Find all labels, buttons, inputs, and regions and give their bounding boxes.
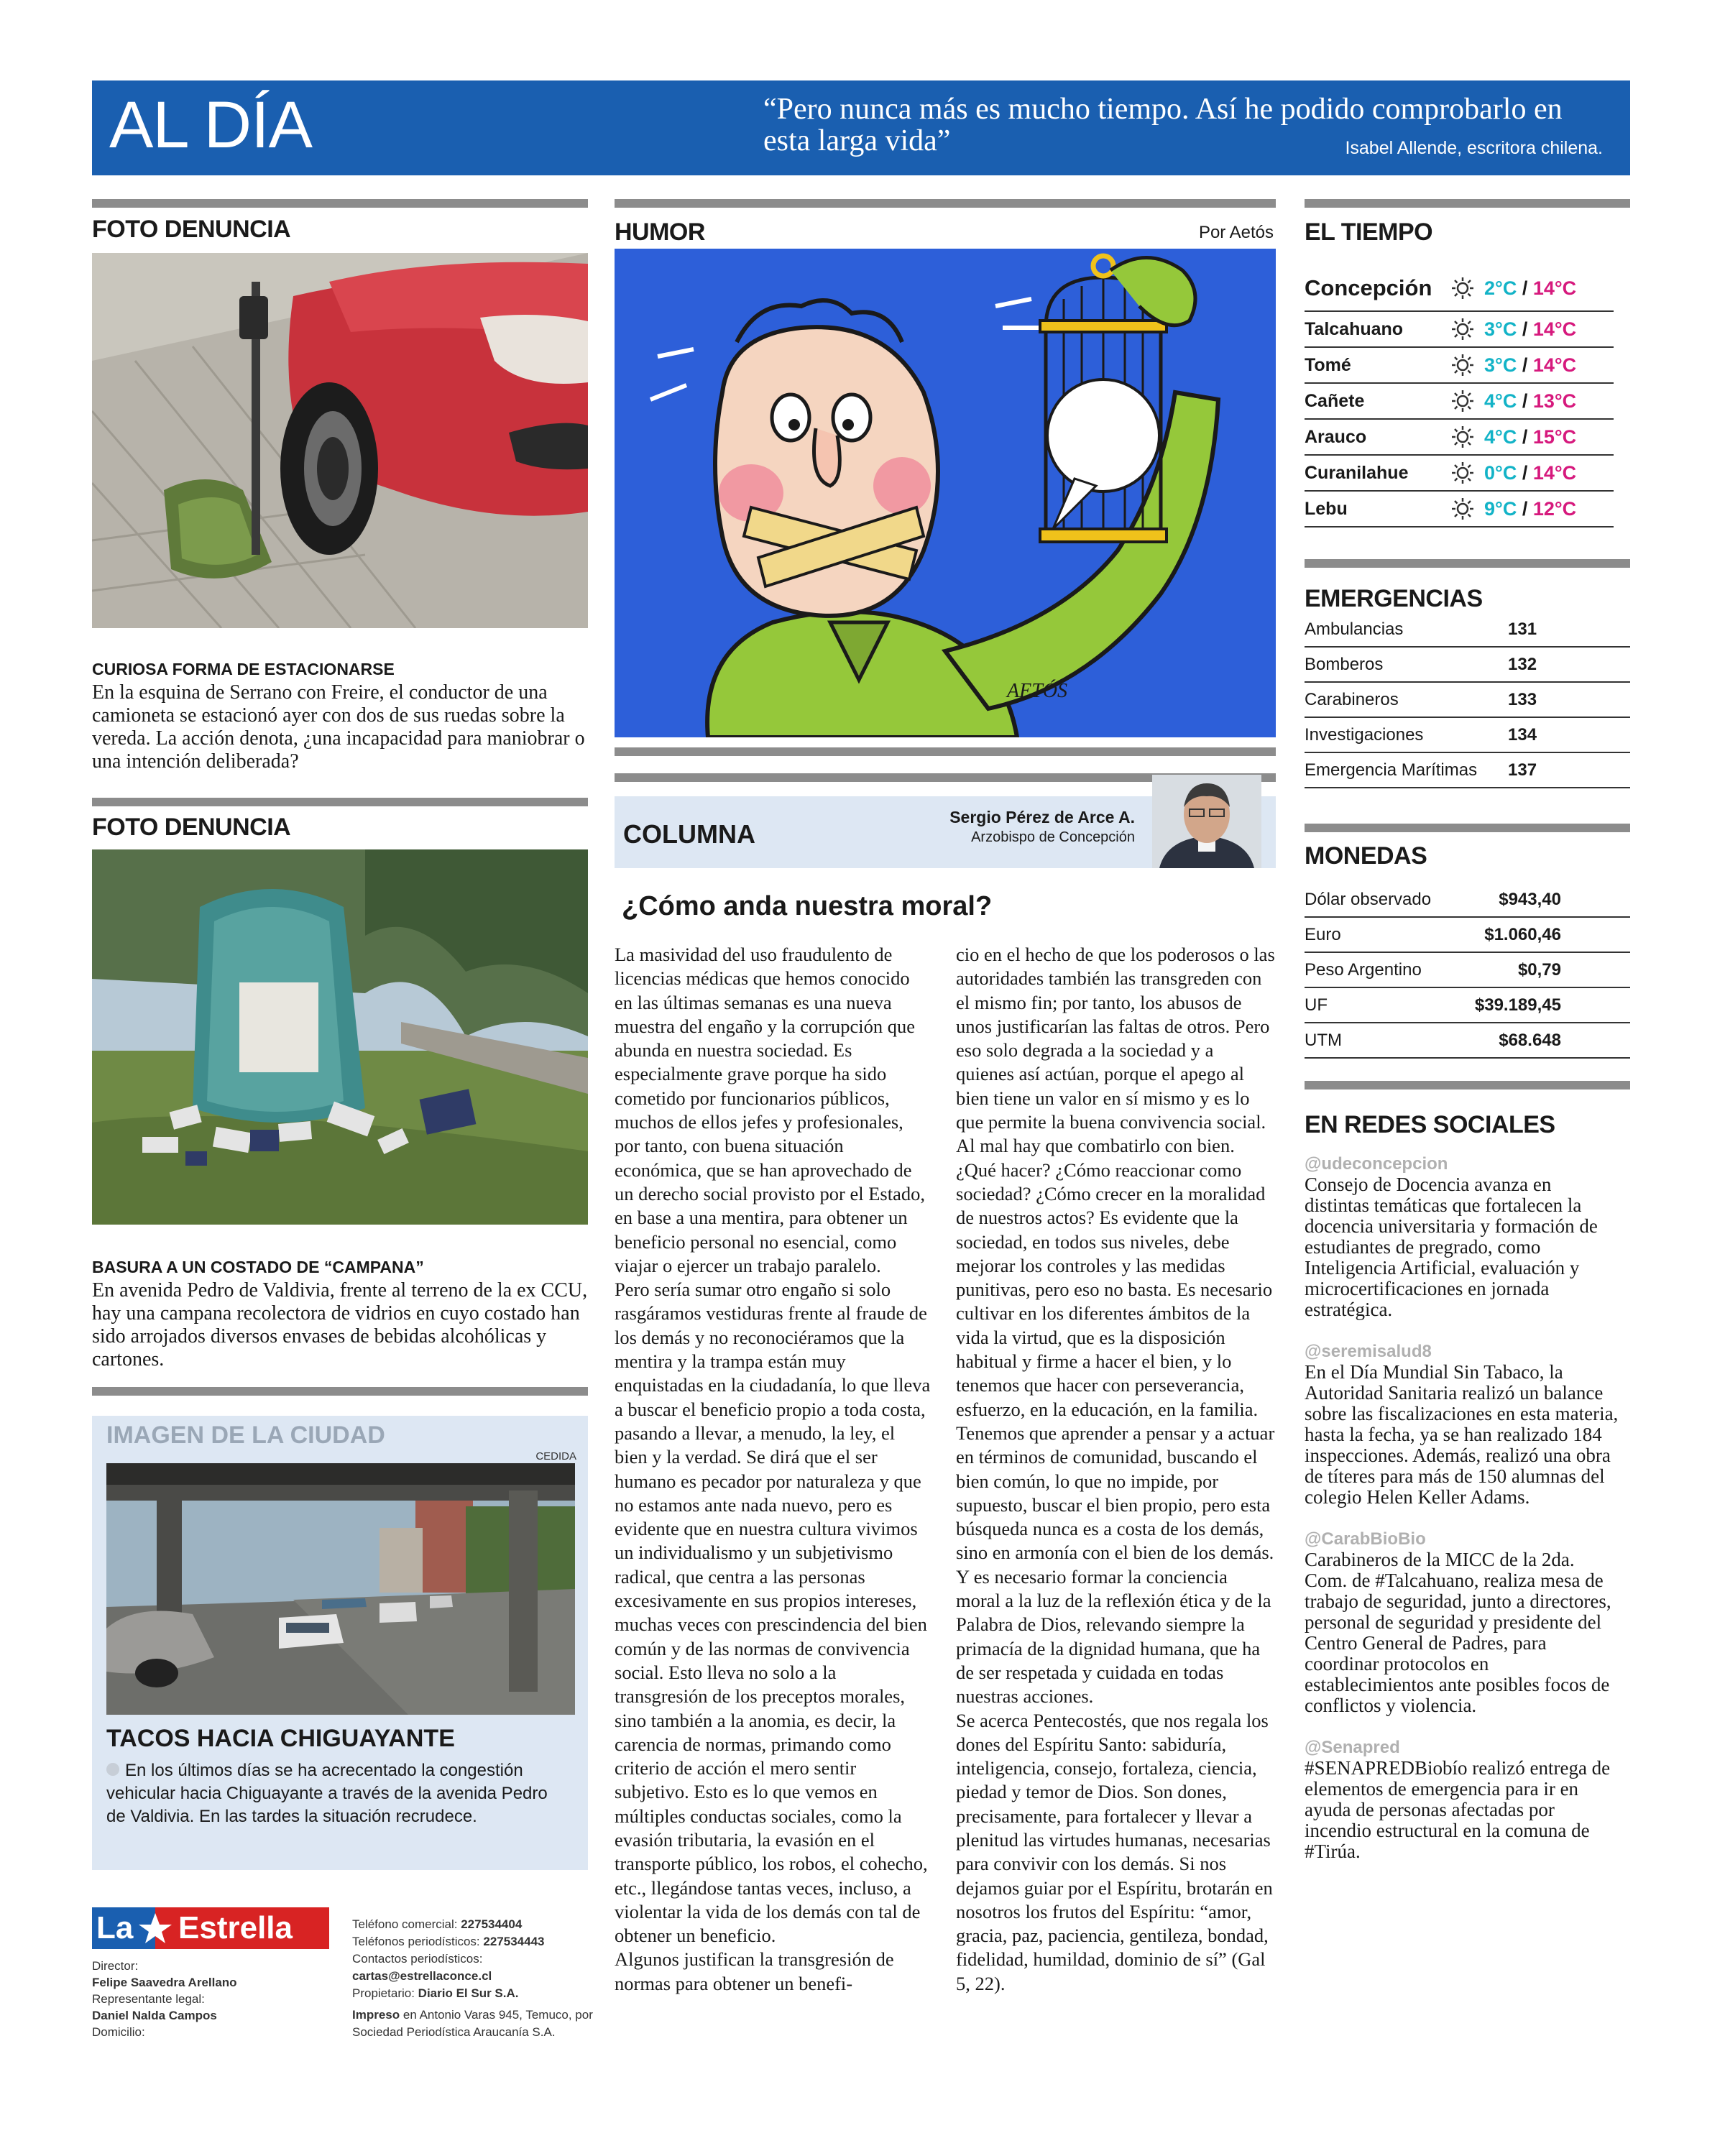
temp-min: 9°C: [1484, 497, 1517, 520]
weather-row: [1305, 492, 1614, 528]
temp-min: 2°C: [1484, 277, 1517, 299]
post-text: Consejo de Docencia avanza en distintas temáticas que fortalecen la docencia universitaria y formación de estudiantes de pregrado, como Inteligencia Artificial, evaluación y microcertificaciones en jornada estratégica.: [1305, 1174, 1598, 1320]
currency-value: $943,40: [1499, 889, 1561, 909]
ciudad-headline: TACOS HACIA CHIGUAYANTE: [106, 1725, 455, 1752]
tiempo-title: EL TIEMPO: [1305, 218, 1433, 246]
domicilio-label: Domicilio:: [92, 2025, 145, 2039]
divider: [1305, 199, 1630, 208]
email-link[interactable]: cartas@estrellaconce.cl: [352, 1969, 492, 1983]
social-handle[interactable]: @seremisalud8: [1305, 1342, 1432, 1361]
city-name: Concepción: [1305, 275, 1432, 300]
tel-com-label: Teléfono comercial:: [352, 1917, 458, 1931]
temp-separator: /: [1517, 277, 1533, 299]
phone-number[interactable]: 131: [1508, 619, 1537, 639]
tel-per: 227534443: [483, 1935, 545, 1948]
temp-min: 3°C: [1484, 354, 1517, 376]
social-handle[interactable]: @udeconcepcion: [1305, 1154, 1448, 1174]
temp-max: 14°C: [1532, 318, 1577, 340]
social-post: [1305, 1738, 1621, 1862]
emergency-row: [1305, 718, 1630, 753]
director-name: Felipe Saavedra Arellano: [92, 1976, 237, 1989]
temp-max: 15°C: [1532, 425, 1577, 448]
author-photo: [1152, 775, 1261, 868]
logo: [92, 1907, 329, 1949]
temp-separator: /: [1517, 461, 1533, 484]
divider: [615, 199, 1276, 208]
humor-cartoon: [615, 249, 1276, 737]
header-quote: “Pero nunca más es mucho tiempo. Así he podido comprobarlo en esta larga vida”: [763, 93, 1563, 157]
impreso: en Antonio Varas 945, Temuco, por Sociedad Periodística Araucanía S.A.: [352, 2008, 593, 2039]
paragraph: ¿Qué hacer? ¿Cómo reaccionar como sociedad? ¿Cómo crecer en la moralidad de nuestros actos? Es evidente que la sociedad, en todos sus niveles, debe mejorar los controles y las medidas punitivas, pero eso no basta. Es necesario cultivar en los diferentes ámbitos de la vida la virtud, que es la disposición habitual y firme a hacer el bien, y lo tenemos que hacer con perseverancia, esfuerzo, en la educación, en la familia. Tenemos que aprender a pensar y a actuar en términos de comunidad, buscando el bien común, lo que no impide, por supuesto, buscar el bien propio, pero esta búsqueda nunca es a costa de los demás, sino en armonía con el bien de los demás. Y es necesario formar la conciencia moral a la luz de la reflexión ética y de la Palabra de Dios, relevando siempre la primacía de la dignidad humana, que ha de ser respetada y cuidada en todas nuestras acciones.: [956, 1158, 1275, 1708]
masthead-contact: [352, 1916, 597, 2041]
phone-number[interactable]: 134: [1508, 724, 1537, 745]
phone-number[interactable]: 137: [1508, 760, 1537, 780]
paragraph: Se acerca Pentecostés, que nos regala los dones del Espíritu Santo: sabiduría, inteligencia, consejo, fortaleza, ciencia, piedad y temor de Dios. Son dones, precisamente, para fortalecer y llevar a plenitud las virtudes humanas, necesarias para convivir con los demás. Si nos dejamos guiar por el Espíritu, brotarán en nosotros los frutos del Espíritu: “amor, gracia, paz, paciencia, gentileza, bondad, fidelidad, humildad, dominio de sí” (Gal 5, 22).: [956, 1709, 1273, 1994]
temp-separator: /: [1517, 497, 1533, 520]
temp-separator: /: [1517, 425, 1533, 448]
currency-name: UTM: [1305, 1030, 1342, 1050]
contactos-label: Contactos periodísticos:: [352, 1952, 483, 1966]
social-post: [1305, 1529, 1621, 1716]
temperature: [1484, 498, 1576, 520]
temp-separator: /: [1517, 318, 1533, 340]
humor-author: Por Aetós: [1198, 223, 1274, 242]
sun-icon: [1441, 461, 1484, 485]
columna-text-col2: [956, 943, 1276, 1996]
ciudad-body-text: En los últimos días se ha acrecentado la congestión vehicular hacia Chiguayante a través de la avenida Pedro de Valdivia. En las tardes la situación recrudece.: [106, 1761, 548, 1826]
post-text: En el Día Mundial Sin Tabaco, la Autoridad Sanitaria realizó un balance sobre las fiscalizaciones en esta materia, hasta la fecha, ya se han realizado 184 inspecciones. Además, realizó una obra de títeres para más de 150 alumnas del colegio Helen Keller Adams.: [1305, 1361, 1619, 1508]
currency-name: Peso Argentino: [1305, 959, 1422, 980]
temperature: [1484, 277, 1576, 300]
section-title: AL DÍA: [109, 88, 313, 162]
columna-role: Arzobispo de Concepción: [971, 829, 1135, 845]
temp-max: 13°C: [1532, 390, 1577, 412]
redes-title: EN REDES SOCIALES: [1305, 1111, 1555, 1138]
divider: [92, 199, 588, 208]
impreso-label: Impreso: [352, 2008, 400, 2022]
social-handle[interactable]: @Senapred: [1305, 1738, 1400, 1757]
temperature: [1484, 390, 1576, 413]
emergency-row: [1305, 753, 1630, 788]
columna-label: COLUMNA: [623, 819, 755, 849]
columna-headline: ¿Cómo anda nuestra moral?: [622, 891, 993, 921]
social-post: [1305, 1154, 1621, 1320]
cartoon-signature: AETÓS: [1007, 680, 1067, 702]
sun-icon: [1441, 497, 1484, 521]
photo-parked-car: [92, 253, 588, 628]
prop: Diario El Sur S.A.: [418, 1986, 519, 2000]
caption-head: CURIOSA FORMA DE ESTACIONARSE: [92, 660, 395, 678]
weather-row: [1305, 312, 1614, 348]
divider: [1305, 559, 1630, 568]
city-name: Arauco: [1305, 426, 1367, 447]
logo-estrella: Estrella: [178, 1910, 293, 1945]
phone-number[interactable]: 133: [1508, 689, 1537, 709]
service-name: Ambulancias: [1305, 619, 1404, 639]
ciudad-title: IMAGEN DE LA CIUDAD: [106, 1422, 385, 1449]
post-text: #SENAPREDBiobío realizó entrega de elementos de emergencia para ir en ayuda de personas afectadas por incendio estructural en la comuna de #Tirúa.: [1305, 1757, 1611, 1862]
temp-separator: /: [1517, 390, 1533, 412]
redes-list: [1305, 1154, 1621, 1884]
photo-credit: CEDIDA: [535, 1450, 576, 1462]
currency-name: Euro: [1305, 924, 1341, 944]
weather-row: [1305, 348, 1614, 384]
caption-head-2: BASURA A UN COSTADO DE “CAMPANA”: [92, 1258, 424, 1276]
photo-traffic: [106, 1463, 575, 1715]
weather-row: [1305, 456, 1614, 492]
sun-icon: [1441, 353, 1484, 377]
emergency-row: [1305, 648, 1630, 683]
currency-row: [1305, 918, 1630, 953]
weather-row: [1305, 266, 1614, 312]
currency-value: $68.648: [1499, 1030, 1561, 1050]
weather-row: [1305, 420, 1614, 456]
currency-value: $1.060,46: [1484, 924, 1561, 944]
city-name: Lebu: [1305, 498, 1348, 519]
columna-author: Sergio Pérez de Arce A.: [949, 808, 1135, 826]
currency-row: [1305, 1023, 1630, 1059]
ciudad-body: [106, 1759, 566, 1828]
tel-per-label: Teléfonos periodísticos:: [352, 1935, 480, 1948]
temp-min: 4°C: [1484, 390, 1517, 412]
columna-text-col1: [615, 943, 931, 1996]
logo-la: La: [96, 1910, 134, 1945]
currency-name: Dólar observado: [1305, 889, 1432, 909]
post-text: Carabineros de la MICC de la 2da. Com. de #Talcahuano, realiza mesa de trabajo de seguridad, junto a directores, personal de seguridad y presidente del Centro General de Padres, para coordinar protocolos en establecimientos ante posibles focos de conflictos y violencia.: [1305, 1549, 1611, 1716]
currency-row: [1305, 988, 1630, 1023]
service-name: Bomberos: [1305, 654, 1384, 674]
temp-max: 14°C: [1532, 461, 1577, 484]
temperature: [1484, 426, 1576, 448]
currency-row: [1305, 883, 1630, 918]
temp-min: 3°C: [1484, 318, 1517, 340]
monedas-table: [1305, 883, 1630, 1059]
service-name: Carabineros: [1305, 689, 1399, 709]
service-name: Emergencia Marítimas: [1305, 760, 1478, 780]
section-header: [92, 80, 1630, 175]
currency-row: [1305, 953, 1630, 988]
foto-denuncia-title: FOTO DENUNCIA: [92, 216, 291, 243]
currency-name: UF: [1305, 995, 1328, 1015]
divider: [1305, 1081, 1630, 1089]
quote-author: Isabel Allende, escritora chilena.: [1345, 138, 1603, 158]
city-name: Cañete: [1305, 390, 1365, 411]
divider: [1305, 824, 1630, 832]
divider: [92, 1387, 588, 1396]
temp-max: 12°C: [1532, 497, 1577, 520]
weather-row: [1305, 384, 1614, 420]
service-name: Investigaciones: [1305, 724, 1424, 745]
social-handle[interactable]: @CarabBioBio: [1305, 1529, 1426, 1549]
masthead-staff: [92, 1958, 237, 2040]
rep-label: Representante legal:: [92, 1992, 205, 2006]
paragraph: La masividad del uso fraudulento de licencias médicas que hemos conocido en las últimas semanas es una nueva muestra del engaño y la corrupción que abunda en nuestra sociedad. Es especialmente grave porque ha sido cometido por funcionarios públicos, muchos de ellos jefes y profesionales, por tanto, con buena situación económica, que se han aprovechado de un derecho social provisto por el Estado, en base a una mentira, para obtener un beneficio personal no esencial, como viajar o ejercer un trabajo paralelo.: [615, 944, 925, 1276]
sun-icon: [1441, 276, 1484, 300]
paragraph: Pero sería sumar otro engaño si solo rasgáramos vestiduras frente al fraude de los demás y no reconociéramos que la mentira y la trampa están muy enquistadas en la ciudadanía, lo que lleva a buscar el beneficio propio a toda costa, pasando a llevar, a menudo, la ley, el bien y la verdad. Se dirá que el ser humano es pecador por naturaleza y que no estamos ante nada nuevo, pero es evidente que en nuestra cultura vivimos un individualismo y un subjetivismo radical, que centra a las personas excesivamente en sus propios intereses, muchas veces con prescindencia del bien común y de las normas de convivencia social. Esto lleva no solo a la transgresión de los preceptos morales, sino también a la anomia, es decir, la carencia de normas, primando como criterio de acción el mero sentir subjetivo. Esto es lo que vemos en múltiples conductas sociales, como la evasión tributaria, la evasión en el transporte público, los robos, el cohecho, etc., llegándose tantas veces, incluso, a violentar la vida de los demás con tal de obtener un beneficio.: [615, 1279, 931, 1947]
temperature: [1484, 462, 1576, 484]
caption-body-2: En avenida Pedro de Valdivia, frente al terreno de la ex CCU, hay una campana recolectora de vidrios en cuyo costado han sido arrojados diversos envases de bebidas alcohólicas y cartones.: [92, 1279, 588, 1370]
sun-icon: [1441, 317, 1484, 341]
emergencias-title: EMERGENCIAS: [1305, 585, 1483, 612]
emergencias-table: [1305, 612, 1630, 788]
sun-icon: [1441, 389, 1484, 413]
currency-value: $0,79: [1517, 959, 1561, 980]
prop-label: Propietario:: [352, 1986, 415, 2000]
monedas-title: MONEDAS: [1305, 842, 1427, 870]
columna-header: [615, 796, 1276, 868]
tel-com: 227534404: [461, 1917, 523, 1931]
photo-garbage-bin: [92, 849, 588, 1225]
phone-number[interactable]: 132: [1508, 654, 1537, 674]
caption-body: En la esquina de Serrano con Freire, el conductor de una camioneta se estacionó ayer con dos de sus ruedas sobre la vereda. La acción denota, ¿una incapacidad para maniobrar o una intención deliberada?: [92, 681, 585, 773]
humor-title: HUMOR: [615, 218, 705, 246]
temperature: [1484, 354, 1576, 377]
ciudad-box: [92, 1416, 588, 1870]
sun-icon: [1441, 425, 1484, 449]
social-post: [1305, 1342, 1621, 1508]
divider: [92, 798, 588, 806]
temp-min: 0°C: [1484, 461, 1517, 484]
rep-name: Daniel Nalda Campos: [92, 2009, 217, 2022]
temp-max: 14°C: [1532, 277, 1577, 299]
bullet-icon: [106, 1763, 119, 1776]
foto-denuncia-title-2: FOTO DENUNCIA: [92, 814, 291, 841]
city-name: Curanilahue: [1305, 462, 1409, 483]
temp-max: 14°C: [1532, 354, 1577, 376]
city-name: Tomé: [1305, 354, 1351, 375]
weather-table: [1305, 266, 1614, 528]
temp-min: 4°C: [1484, 425, 1517, 448]
director-label: Director:: [92, 1959, 139, 1973]
temp-separator: /: [1517, 354, 1533, 376]
paragraph: Algunos justifican la transgresión de normas para obtener un benefi-: [615, 1948, 894, 1994]
city-name: Talcahuano: [1305, 318, 1404, 339]
emergency-row: [1305, 612, 1630, 648]
divider: [615, 747, 1276, 756]
currency-value: $39.189,45: [1474, 995, 1561, 1015]
paragraph: cio en el hecho de que los poderosos o las autoridades también las transgreden con el mismo fin; por tanto, los abusos de unos justificarían las faltas de otros. Pero eso solo degrada a la sociedad y a quienes así actúan, porque el apego al bien tiene un valor en sí mismo y es lo que permite la buena convivencia social. Al mal hay que combatirlo con bien.: [956, 944, 1275, 1157]
emergency-row: [1305, 683, 1630, 718]
temperature: [1484, 318, 1576, 341]
